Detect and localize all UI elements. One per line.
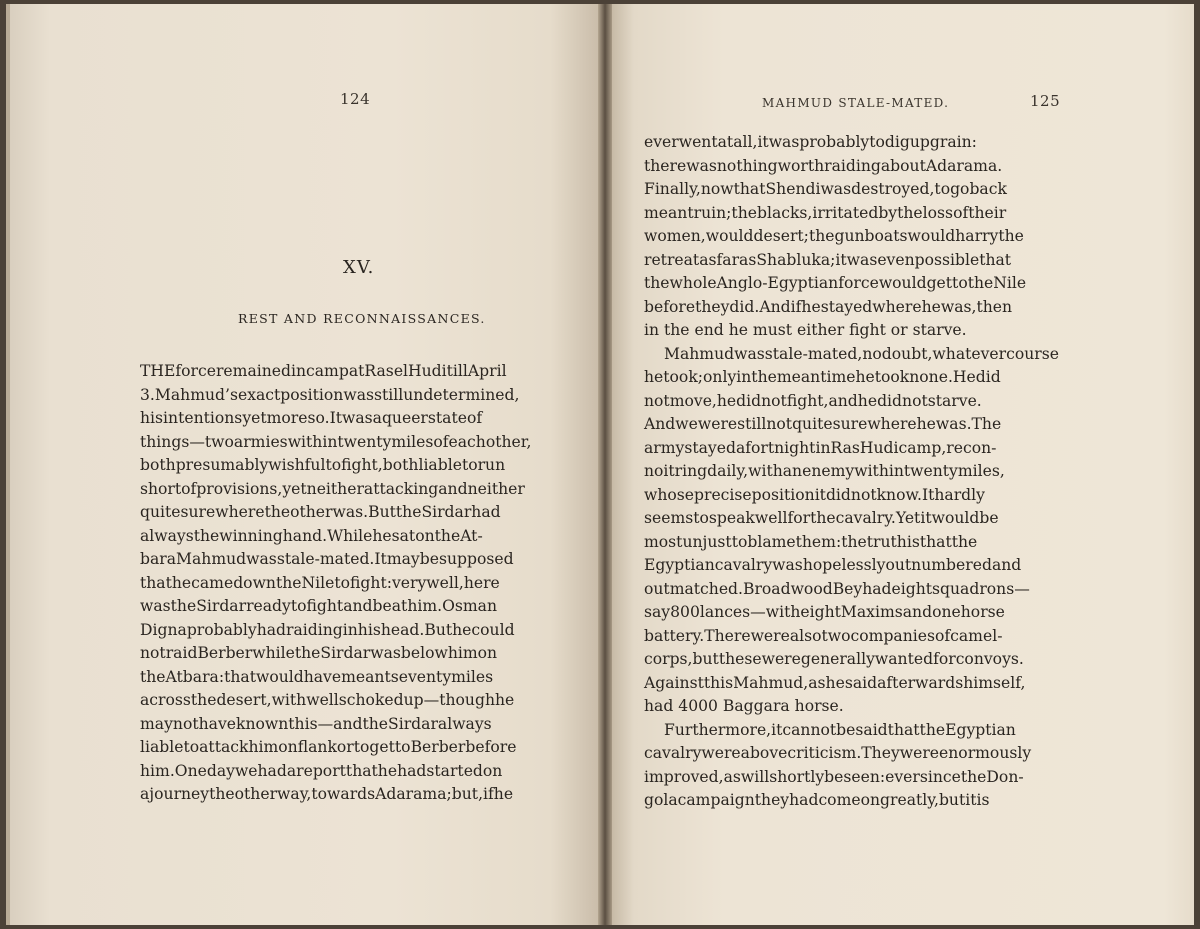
right-text-line: whoseprecisepositionitdidnotknow.Ithardly [644,485,985,504]
right-text-line: therewasnothingworthraidingaboutAdarama. [644,156,1003,175]
right-text-line: battery.Therewerealsotwocompaniesofcamel- [644,626,1003,645]
right-text-line: had 4000 Baggara horse. [644,697,844,715]
right-text-line: improved,aswillshortlybeseen:eversincetheDon- [644,767,1024,786]
chapter-title: REST AND RECONNAISSANCES. [238,311,486,326]
left-text-line: acrossthedesert,withwellschokedup—thoughhe [140,691,515,709]
left-text-line: hisintentionsyetmoreso.Itwasaqueerstateof [140,409,483,427]
right-text-line: mostunjusttoblamethem:thetruthisthatthe [644,532,978,551]
left-text-line: maynothaveknownthis—andtheSirdaralways [140,714,492,733]
right-text-line: everwentatall,itwasprobablytodigupgrain: [644,133,977,151]
left-text-line: ajourneytheotherway,towardsAdarama;but,ifhe [140,785,514,803]
chapter-number: XV. [343,257,375,278]
left-page [6,4,604,925]
left-text-line: baraMahmudwasstale-mated.Itmaybesupposed [140,550,514,568]
left-page-number: 124 [340,90,371,108]
right-page [604,4,1194,925]
left-text-line: THEforceremainedincampatRaselHuditillApril [140,362,507,380]
left-text-line: thathecamedowntheNiletofight:verywell,here [140,573,500,592]
right-text-line: women,woulddesert;thegunboatswouldharrythe [644,227,1024,245]
right-body-text [644,131,1058,813]
right-text-line: thewholeAnglo-EgyptianforcewouldgettotheNile [644,274,1027,292]
right-text-line: say800lances—witheightMaximsandonehorse [644,603,1005,621]
book-spine [598,4,612,925]
right-text-line: golacampaigntheyhadcomeongreatly,butitis [644,791,990,809]
right-text-line: meantruin;theblacks,irritatedbythelossoftheir [644,203,1007,222]
right-text-line: notmove,hedidnotfight,andhedidnotstarve. [644,391,982,410]
right-text-line: Furthermore,itcannotbesaidthattheEgyptian [664,720,1016,739]
left-text-line: 3.Mahmud’sexactpositionwasstillundetermined, [140,385,520,404]
left-text-line: him.Onedaywehadareportthathehadstartedon [140,761,503,780]
right-text-line: outmatched.BroadwoodBeyhadeightsquadrons— [644,579,1030,598]
right-text-line: noitringdaily,withanenemywithintwentymiles, [644,462,1005,480]
right-text-line: cavalrywereabovecriticism.Theywereenormously [644,744,1032,762]
left-text-line: quitesurewheretheotherwas.ButtheSirdarhad [140,503,501,521]
left-text-line: theAtbara:thatwouldhavemeantseventymiles [140,667,494,686]
left-text-line: bothpresumablywishfultofight,bothliabletorun [140,456,506,474]
right-text-line: Finally,nowthatShendiwasdestroyed,togoback [644,180,1007,198]
left-text-line: Dignaprobablyhadraidinginhishead.Buthecould [140,620,515,639]
right-text-line: seemstospeakwellforthecavalry.Yetitwouldbe [644,509,999,527]
right-text-line: hetook;onlyinthemeantimehetooknone.Hedid [644,368,1001,386]
right-text-line: in the end he must either fight or starve. [644,321,967,339]
right-text-line: beforetheydid.Andifhestayedwherehewas,then [644,297,1013,316]
right-text-line: corps,buttheseweregenerallywantedforconvoys. [644,650,1024,668]
right-text-line: armystayedafortnightinRasHudicamp,recon- [644,438,997,457]
left-text-line: liabletoattackhimonflankortogettoBerberbefore [140,738,517,756]
running-head: MAHMUD STALE-MATED. [762,96,950,110]
left-text-line: wastheSirdarreadytofightandbeathim.Osman [140,597,498,615]
left-body-text [140,360,550,807]
right-text-line: AgainstthisMahmud,ashesaidafterwardshimself, [644,673,1026,692]
right-page-number: 125 [1030,92,1061,110]
right-text-line: retreatasfarasShabluka;itwasevenpossiblethat [644,250,1012,269]
left-text-line: alwaysthewinninghand.WhilehesatontheAt- [140,526,483,545]
left-text-line: things—twoarmieswithintwentymilesofeachother, [140,432,532,451]
left-text-line: shortofprovisions,yetneitherattackingandneither [140,479,525,498]
right-text-line: Egyptiancavalrywashopelesslyoutnumberedand [644,556,1022,574]
right-text-line: Mahmudwasstale-mated,nodoubt,whatevercourse [664,344,1059,363]
right-text-line: Andwewerestillnotquitesurewherehewas.The [644,415,1002,433]
left-text-line: notraidBerberwhiletheSirdarwasbelowhimon [140,644,498,662]
